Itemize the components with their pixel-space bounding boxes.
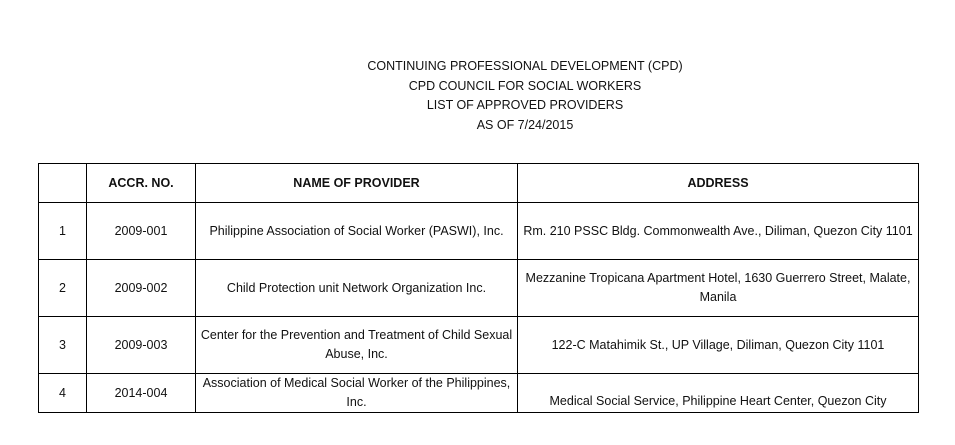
provider-name: Association of Medical Social Worker of the Philippines, Inc. — [196, 374, 518, 413]
column-header-address: ADDRESS — [518, 164, 919, 203]
provider-address: Mezzanine Tropicana Apartment Hotel, 1630 Guerrero Street, Malate, Manila — [518, 260, 919, 317]
column-header-number — [39, 164, 87, 203]
table-header-row — [39, 164, 919, 203]
table-row — [39, 317, 919, 374]
header-title: CONTINUING PROFESSIONAL DEVELOPMENT (CPD) — [367, 59, 683, 73]
accreditation-number: 2009-002 — [87, 260, 196, 317]
provider-address: 122-C Matahimik St., UP Village, Diliman, Quezon City 1101 — [518, 317, 919, 374]
document-header — [0, 57, 955, 135]
provider-address: Rm. 210 PSSC Bldg. Commonwealth Ave., Diliman, Quezon City 1101 — [518, 203, 919, 260]
accreditation-number: 2009-003 — [87, 317, 196, 374]
table-row — [39, 260, 919, 317]
providers-table — [38, 163, 919, 413]
table-row — [39, 374, 919, 413]
row-number: 4 — [39, 374, 87, 413]
table-row — [39, 203, 919, 260]
row-number: 2 — [39, 260, 87, 317]
provider-name: Center for the Prevention and Treatment of Child Sexual Abuse, Inc. — [196, 317, 518, 374]
provider-name: Philippine Association of Social Worker (PASWI), Inc. — [196, 203, 518, 260]
provider-address: Medical Social Service, Philippine Heart Center, Quezon City — [518, 374, 919, 413]
accreditation-number: 2014-004 — [87, 374, 196, 413]
header-date: AS OF 7/24/2015 — [476, 117, 574, 132]
header-list-title: LIST OF APPROVED PROVIDERS — [426, 98, 624, 112]
row-number: 1 — [39, 203, 87, 260]
provider-name: Child Protection unit Network Organization Inc. — [196, 260, 518, 317]
row-number: 3 — [39, 317, 87, 374]
accreditation-number: 2009-001 — [87, 203, 196, 260]
column-header-provider-name: NAME OF PROVIDER — [196, 164, 518, 203]
column-header-accr-no: ACCR. NO. — [87, 164, 196, 203]
header-council: CPD COUNCIL FOR SOCIAL WORKERS — [408, 78, 642, 93]
